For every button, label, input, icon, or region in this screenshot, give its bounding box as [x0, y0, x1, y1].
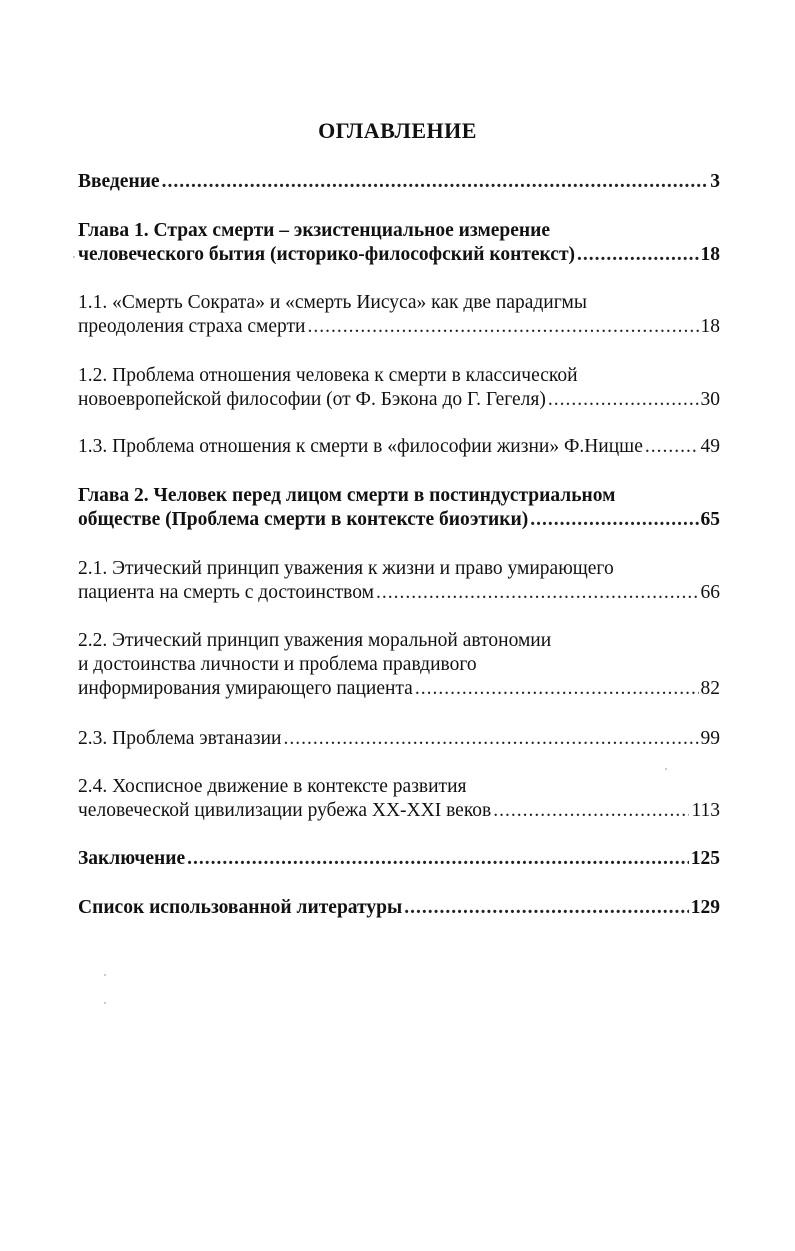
toc-entry-title-line: человеческой цивилизации рубежа XX-XXI веков [78, 800, 492, 821]
scan-speck [665, 768, 667, 770]
scan-speck [104, 974, 106, 976]
toc-entry-title-line: пациента на смерть с достоинством [78, 582, 374, 603]
toc-page-number: 18 [700, 316, 720, 337]
toc-entry-title-line: 2.2. Этический принцип уважения моральной автономии [78, 630, 552, 651]
toc-entry-title: 2.3. Проблема эвтаназии [78, 728, 282, 749]
toc-entry-chapter-2 [78, 484, 720, 532]
toc-entry-title: Введение [78, 171, 160, 192]
toc-entry-title-line: обществе (Проблема смерти в контексте биоэтики) [78, 509, 529, 530]
toc-page-number: 3 [710, 171, 720, 192]
toc-page-number: 49 [700, 436, 720, 457]
dot-leader [187, 847, 689, 871]
toc-entry-title-line: 1.2. Проблема отношения человека к смерти в классической [78, 365, 578, 386]
toc-page-number: 99 [700, 728, 720, 749]
toc-entry-chapter-1 [78, 219, 720, 267]
toc-page-number: 125 [690, 848, 720, 869]
toc-page-number: 30 [700, 389, 720, 410]
toc-entry-section-2-4 [78, 775, 720, 823]
dot-leader [404, 896, 689, 920]
dot-leader [530, 508, 698, 532]
toc-page-number: 113 [691, 800, 720, 821]
toc-page-number: 129 [690, 897, 720, 918]
toc-page-number: 82 [700, 678, 720, 699]
toc-page-number: 65 [700, 509, 720, 530]
dot-leader [415, 677, 699, 701]
toc-entry-title-line: 2.4. Хосписное движение в контексте развития [78, 776, 467, 797]
toc-entry-title-line: человеческого бытия (историко-философский контекст) [78, 244, 576, 265]
dot-leader [645, 435, 699, 459]
toc-entry-section-1-2 [78, 364, 720, 412]
scan-speck [73, 256, 75, 258]
page-title: ОГЛАВЛЕНИЕ [318, 118, 477, 143]
toc-entry-title: 1.3. Проблема отношения к смерти в «философии жизни» Ф.Ницше [78, 436, 643, 457]
toc-entry-title-line: Глава 1. Страх смерти – экзистенциальное измерение [78, 220, 551, 241]
toc-entry-section-2-2 [78, 629, 720, 701]
toc-page-number: 66 [700, 582, 720, 603]
dot-leader [493, 799, 689, 823]
dot-leader [548, 388, 699, 412]
toc-entry-bibliography [78, 896, 720, 920]
toc-entry-title: Список использованной литературы [78, 897, 403, 918]
toc-entry-title-line: 2.1. Этический принцип уважения к жизни и право умирающего [78, 558, 614, 579]
dot-leader [283, 727, 698, 751]
toc-entry-section-1-1 [78, 291, 720, 339]
toc-entry-section-1-3 [78, 435, 720, 459]
dot-leader [308, 315, 699, 339]
toc-entry-title: Заключение [78, 848, 186, 869]
toc-entry-title-line: Глава 2. Человек перед лицом смерти в постиндустриальном [78, 485, 616, 506]
toc-entry-conclusion [78, 847, 720, 871]
toc-entry-title-line: преодоления страха смерти [78, 316, 306, 337]
dot-leader [162, 170, 709, 194]
scan-speck [104, 1002, 106, 1004]
toc-entry-title-line: информирования умирающего пациента [78, 678, 413, 699]
dot-leader [577, 243, 698, 267]
toc-entry-title-line: и достоинства личности и проблема правдивого [78, 654, 477, 675]
toc-entry-section-2-1 [78, 557, 720, 605]
toc-entry-section-2-3 [78, 727, 720, 751]
toc-entry-title-line: новоевропейской философии (от Ф. Бэкона до Г. Гегеля) [78, 389, 546, 410]
toc-entry-title-line: 1.1. «Смерть Сократа» и «смерть Иисуса» как две парадигмы [78, 292, 587, 313]
toc-page-number: 18 [700, 244, 720, 265]
toc-entry-introduction [78, 170, 720, 194]
dot-leader [376, 581, 699, 605]
